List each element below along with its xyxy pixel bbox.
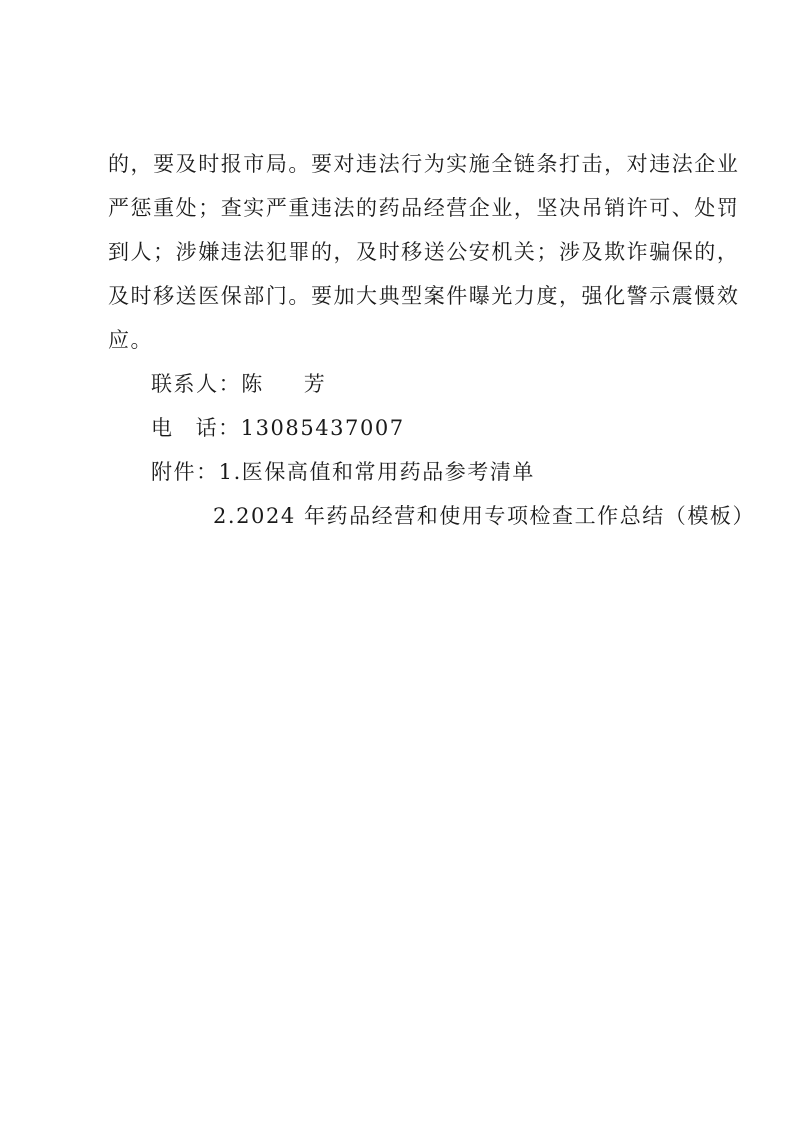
contact-name-part1: 陈 <box>241 372 264 396</box>
attachment-line-2 <box>213 502 755 530</box>
contact-name-part2: 芳 <box>303 372 327 396</box>
paragraph-line-5: 应。 <box>108 328 154 352</box>
paragraph-line-2: 严惩重处；查实严重违法的药品经营企业，坚决吊销许可、处罚 <box>108 196 740 220</box>
attachment-item-2: 2.2024 年药品经营和使用专项检查工作总结（模板） <box>213 504 756 528</box>
phone-label-part2: 话： <box>195 416 241 440</box>
phone-value: 13085437007 <box>240 416 405 440</box>
contact-person-line <box>151 370 326 398</box>
paragraph-line-4: 及时移送医保部门。要加大典型案件曝光力度，强化警示震慑效 <box>108 284 740 308</box>
contact-phone-line <box>151 414 405 442</box>
attachment-item-1: 1.医保高值和常用药品参考清单 <box>218 460 535 484</box>
contact-name-label: 联系人： <box>151 372 242 396</box>
paragraph-line-1: 的，要及时报市局。要对违法行为实施全链条打击，对违法企业 <box>108 152 740 176</box>
paragraph-line-3: 到人；涉嫌违法犯罪的，及时移送公安机关；涉及欺诈骗保的， <box>108 240 740 264</box>
attachment-label: 附件： <box>151 460 219 484</box>
phone-label-part1: 电 <box>151 416 174 440</box>
attachment-line-1 <box>151 458 535 486</box>
